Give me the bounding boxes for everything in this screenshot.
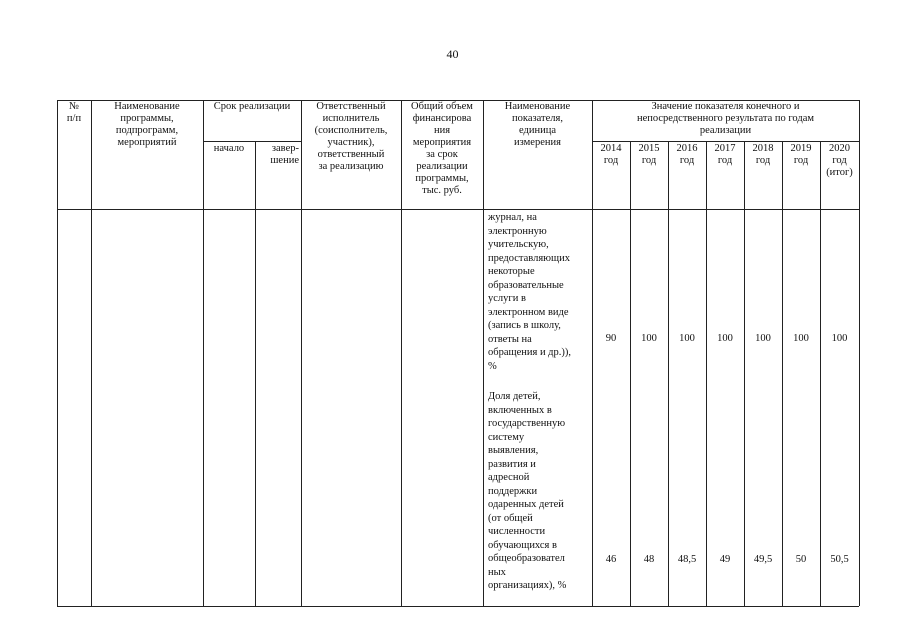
header-program-name: Наименование программы, подпрограмм, мероприятий — [114, 101, 180, 148]
table-bottom-border — [57, 606, 859, 607]
col-border-14 — [859, 100, 860, 606]
indicator-text-row-1: журнал, на электронную учительскую, предоставляющих некоторые образовательные услуги в электронном виде (запись в школу, ответы на обращения и др.)), % — [488, 212, 572, 372]
header-term-start: начало — [213, 143, 245, 154]
value-row-1-2020: 100 — [831, 333, 848, 344]
col-border-2 — [203, 100, 204, 606]
value-row-1-2015: 100 — [641, 333, 657, 344]
header-values: Значение показателя конечного и непосредственного результата по годам реализации — [636, 101, 815, 136]
header-indicator: Наименование показателя, единица измерения — [504, 101, 571, 148]
col-border-9 — [668, 141, 669, 606]
value-row-2-2014: 46 — [605, 554, 617, 565]
header-term: Срок реализации — [213, 101, 291, 112]
header-year-2015: 2015 год — [638, 143, 660, 166]
col-border-6 — [483, 100, 484, 606]
value-row-1-2019: 100 — [793, 333, 809, 344]
value-row-1-2018: 100 — [755, 333, 771, 344]
value-row-2-2016: 48,5 — [677, 554, 697, 565]
header-num: № п/п — [66, 101, 82, 124]
value-row-1-2014: 90 — [605, 333, 617, 344]
col-border-12 — [782, 141, 783, 606]
value-row-2-2017: 49 — [719, 554, 731, 565]
header-year-2017: 2017 год — [714, 143, 736, 166]
page-number: 40 — [446, 47, 459, 61]
col-border-10 — [706, 141, 707, 606]
col-border-4 — [301, 100, 302, 606]
indicator-text-row-2: Доля детей, включенных в государственную систему выявления, развития и адресной поддержки одаренных детей (от общей численности обучающихся в общеобразовател ных организациях), % — [488, 391, 567, 591]
col-border-13 — [820, 141, 821, 606]
value-row-2-2019: 50 — [795, 554, 807, 565]
col-border-8 — [630, 141, 631, 606]
header-year-2020: 2020 год (итог) — [826, 143, 853, 178]
header-responsible: Ответственный исполнитель (соисполнитель, участник), ответственный за реализацию — [314, 101, 388, 172]
value-row-2-2020: 50,5 — [830, 554, 849, 565]
header-funding: Общий объем финансирова ния мероприятия за срок реализации программы, тыс. руб. — [411, 101, 473, 196]
value-row-1-2016: 100 — [679, 333, 695, 344]
subheader-divider-term — [203, 141, 301, 142]
header-year-2016: 2016 год — [676, 143, 698, 166]
value-row-2-2018: 49,5 — [753, 554, 773, 565]
header-term-end: завер- шение — [270, 143, 299, 166]
header-year-2014: 2014 год — [600, 143, 622, 166]
col-border-7 — [592, 100, 593, 606]
col-border-0 — [57, 100, 58, 606]
header-bottom-border — [57, 209, 859, 210]
col-border-3 — [255, 141, 256, 606]
subheader-divider-years — [592, 141, 859, 142]
header-year-2018: 2018 год — [752, 143, 774, 166]
col-border-11 — [744, 141, 745, 606]
col-border-1 — [91, 100, 92, 606]
value-row-2-2015: 48 — [643, 554, 655, 565]
header-year-2019: 2019 год — [790, 143, 812, 166]
value-row-1-2017: 100 — [717, 333, 733, 344]
